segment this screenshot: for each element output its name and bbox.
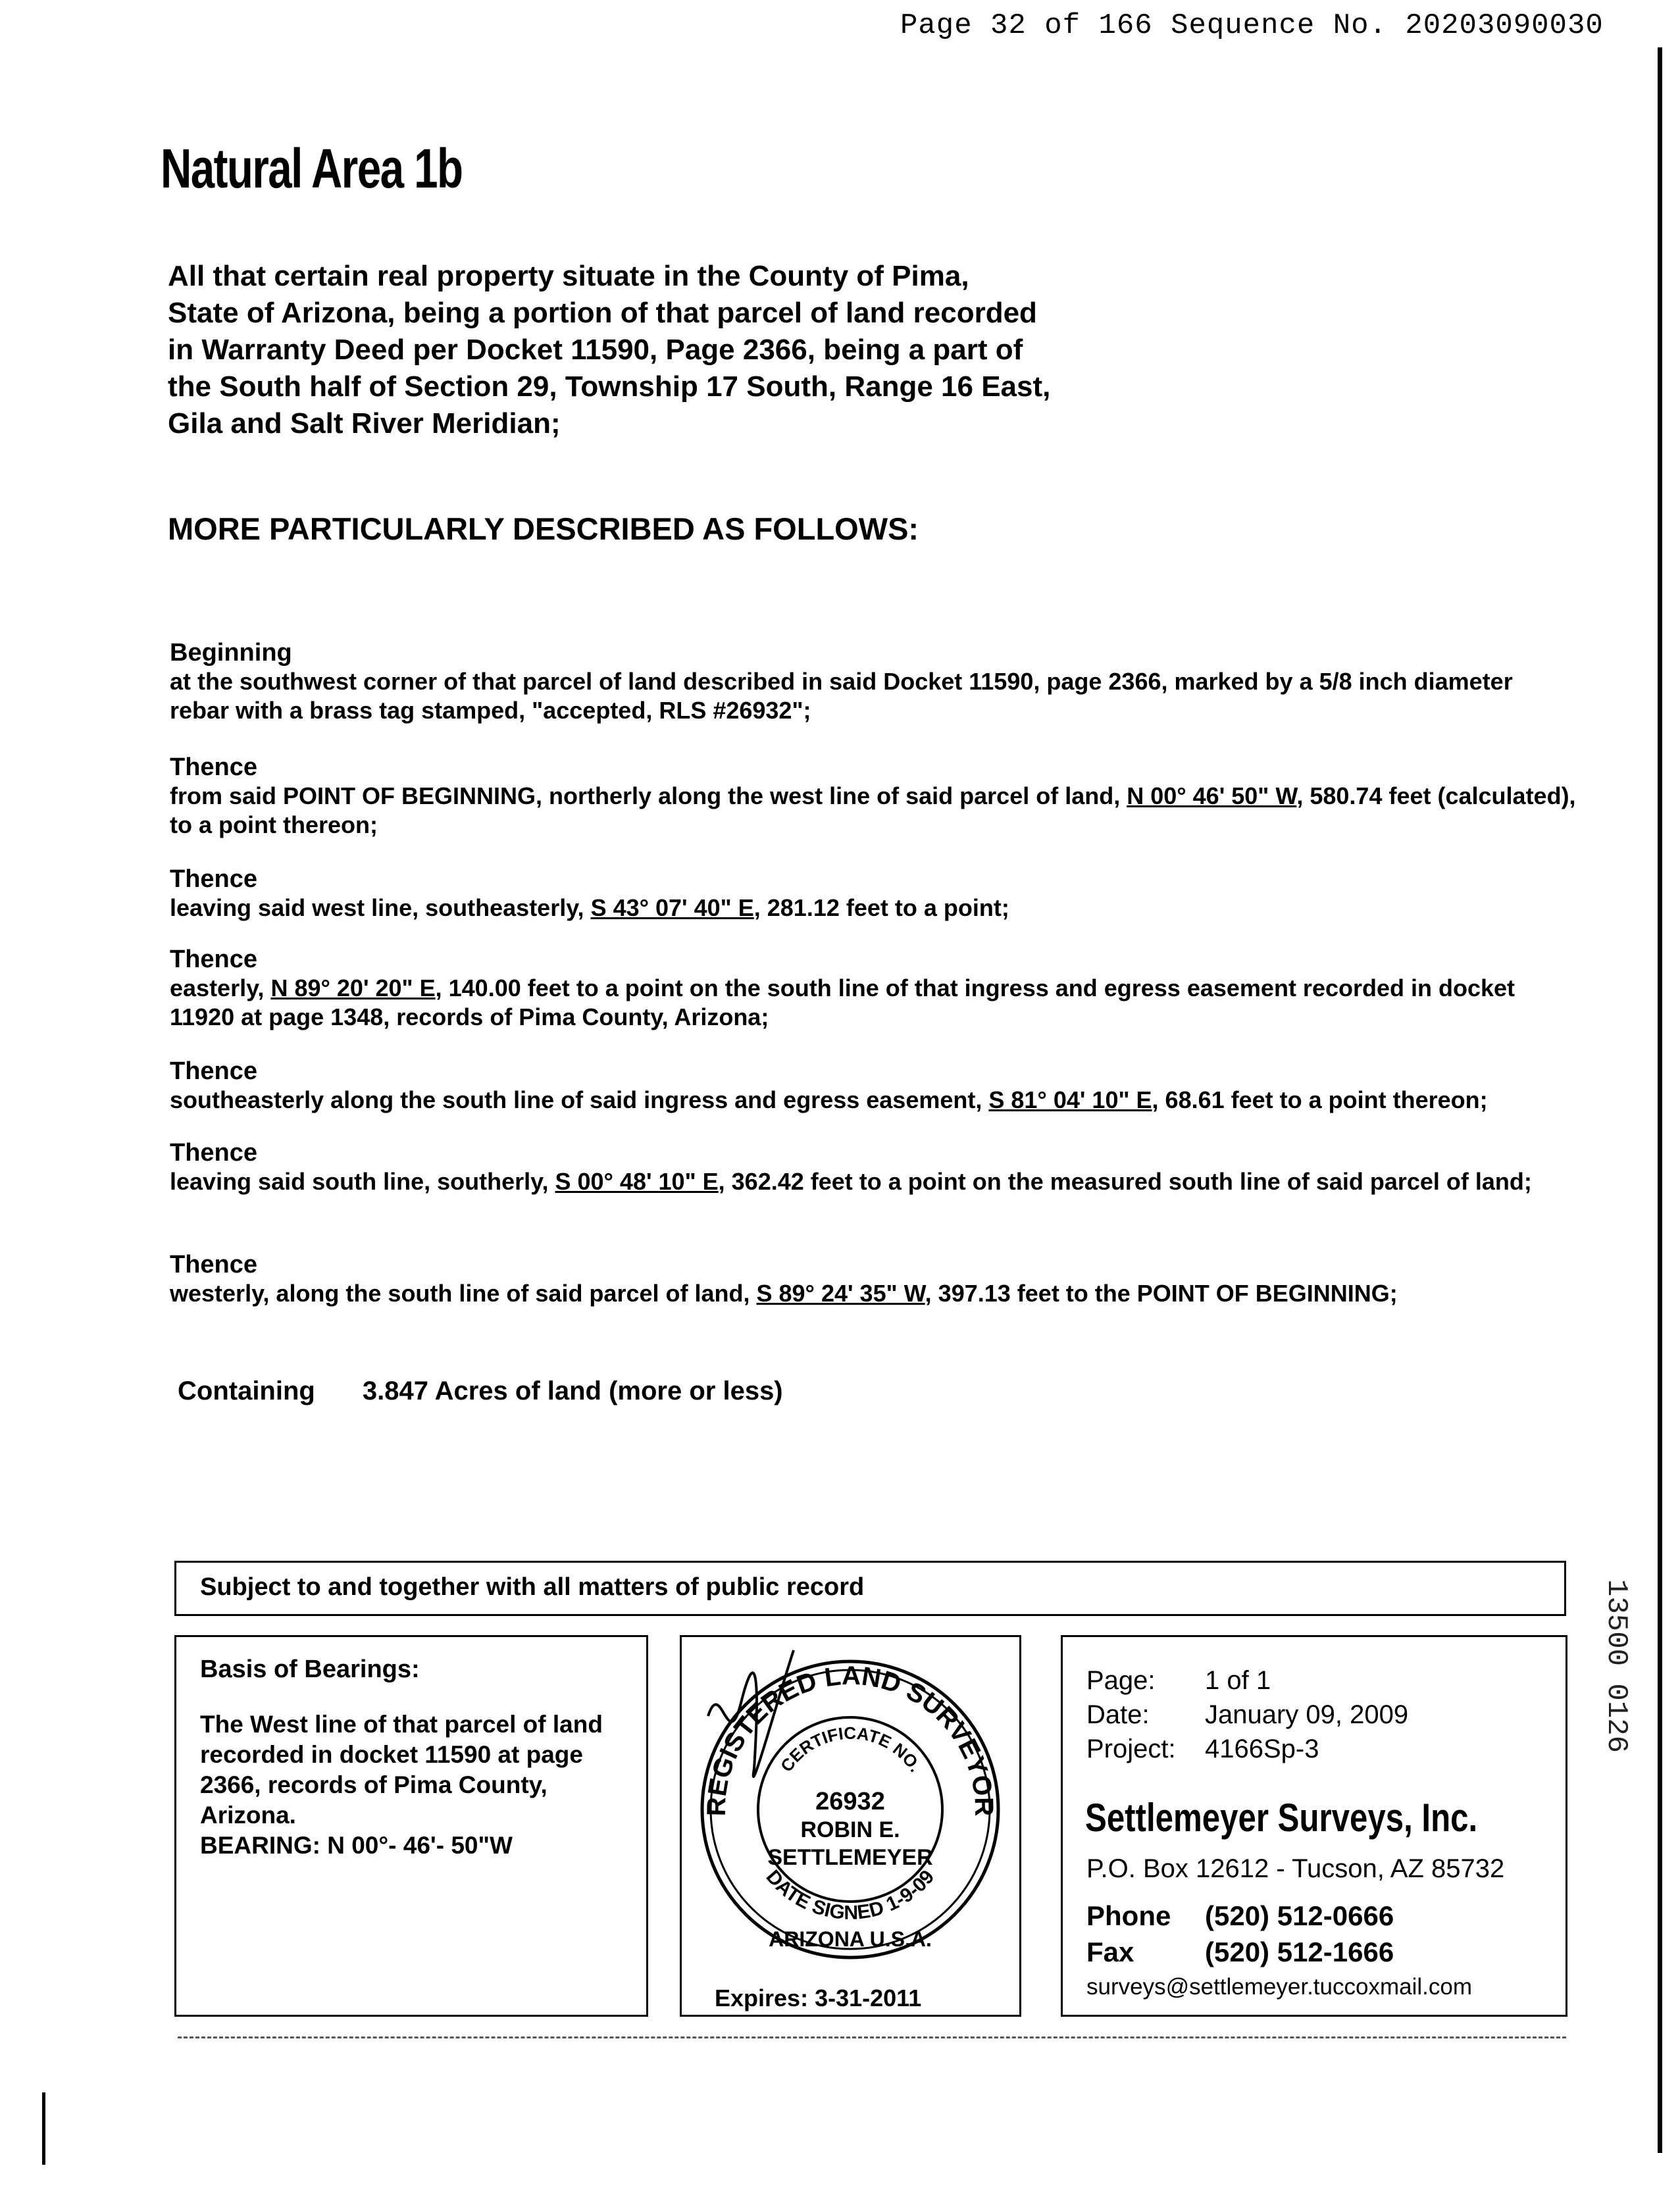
course-keyword: Thence [170, 946, 258, 973]
course-keyword: Beginning [170, 639, 292, 667]
basis-line: recorded in docket 11590 at page [200, 1741, 583, 1768]
info-date-row: Date: January 09, 2009 [1086, 1700, 1409, 1729]
dashed-divider [178, 2036, 1566, 2038]
course-keyword: Thence [170, 1139, 258, 1167]
course-thence-4 [170, 1057, 1578, 1115]
subject-to-box [174, 1561, 1566, 1616]
course-keyword: Thence [170, 753, 258, 781]
seal-outer-text: REGISTERED LAND SURVEYOR [701, 1661, 999, 1817]
course-text: at the southwest corner of that parcel of land described in said Docket 11590, page 2366, marked by a 5/8 inch diameter rebar with a brass tag stamped, "accepted, RLS #26932"; [170, 668, 1513, 724]
scan-edge-line-left [42, 2092, 45, 2165]
intro-line: the South half of Section 29, Township 17 South, Range 16 East, [168, 370, 1051, 403]
bearing: S 00° 48' 10" E [555, 1168, 719, 1195]
bearing: N 00° 46' 50" W [1127, 782, 1297, 809]
intro-paragraph [168, 258, 1221, 442]
seal-number: 26932 [815, 1788, 885, 1815]
bearing: N 89° 20' 20" E [270, 974, 436, 1001]
containing-label: Containing [178, 1377, 315, 1405]
basis-heading: Basis of Bearings: [200, 1656, 420, 1683]
course-text: leaving said south line, southerly, S 00° 48' 10" E, 362.42 feet to a point on the measured south line of said parcel of land; [170, 1168, 1532, 1195]
surveyor-seal [682, 1637, 1019, 1979]
course-keyword: Thence [170, 865, 258, 893]
bearing: S 43° 07' 40" E [590, 894, 754, 921]
seal-name-first: ROBIN E. [800, 1817, 900, 1842]
basis-line: The West line of that parcel of land [200, 1711, 603, 1738]
course-thence-6 [170, 1250, 1578, 1308]
company-phone: Phone (520) 512-0666 [1086, 1900, 1394, 1931]
subject-to-text: Subject to and together with all matters of public record [200, 1573, 865, 1601]
course-text: westerly, along the south line of said parcel of land, S 89° 24' 35" W, 397.13 feet to the POINT OF BEGINNING; [170, 1280, 1398, 1307]
intro-line: All that certain real property situate in the County of Pima, [168, 260, 969, 292]
page-sequence-header: Page 32 of 166 Sequence No. 20203090030 [900, 9, 1604, 42]
survey-info-box [1061, 1635, 1567, 2017]
scan-edge-line [1658, 47, 1662, 2153]
course-keyword: Thence [170, 1057, 258, 1085]
course-text: leaving said west line, southeasterly, S 43° 07' 40" E, 281.12 feet to a point; [170, 894, 1009, 921]
course-text: from said POINT OF BEGINNING, northerly along the west line of said parcel of land, N 00° 46' 50" W, 580.74 feet (calculated), to a point thereon; [170, 782, 1576, 838]
document-title: Natural Area 1b [161, 138, 463, 199]
course-keyword: Thence [170, 1251, 258, 1278]
intro-line: in Warranty Deed per Docket 11590, Page 2366, being a part of [168, 334, 1023, 366]
course-text: easterly, N 89° 20' 20" E, 140.00 feet to a point on the south line of that ingress and egress easement recorded in docket 11920 at page 1348, records of Pima County, Arizona; [170, 974, 1515, 1030]
course-thence-2 [170, 865, 1578, 923]
seal-cert-text: CERTIFICATE NO. [776, 1723, 926, 1776]
seal-name-last: SETTLEMEYER [767, 1845, 933, 1870]
course-thence-1 [170, 753, 1578, 840]
course-thence-5 [170, 1138, 1578, 1196]
basis-of-bearings-box [174, 1635, 648, 2017]
more-particularly-heading: MORE PARTICULARLY DESCRIBED AS FOLLOWS: [168, 511, 919, 546]
course-beginning [170, 638, 1578, 725]
company-fax: Fax (520) 512-1666 [1086, 1936, 1394, 1967]
surveyor-seal-box [680, 1635, 1021, 2017]
course-text: southeasterly along the south line of said ingress and egress easement, S 81° 04' 10" E, 68.61 feet to a point thereon; [170, 1086, 1488, 1113]
basis-line: Arizona. [200, 1802, 296, 1829]
basis-line: BEARING: N 00°- 46'- 50"W [200, 1832, 513, 1859]
seal-bottom-text: DATE SIGNED 1-9-09 [761, 1865, 939, 1924]
company-email: surveys@settlemeyer.tuccoxmail.com [1086, 1974, 1472, 2000]
basis-text [200, 1709, 634, 1861]
bearing: S 89° 24' 35" W [756, 1280, 925, 1307]
containing-value: 3.847 Acres of land (more or less) [362, 1377, 783, 1405]
bearing: S 81° 04' 10" E [988, 1086, 1152, 1113]
containing-line [178, 1377, 783, 1406]
company-address: P.O. Box 12612 - Tucson, AZ 85732 [1086, 1854, 1505, 1883]
seal-state-text: ARIZONA U.S.A. [769, 1927, 932, 1951]
company-name: Settlemeyer Surveys, Inc. [1085, 1796, 1478, 1840]
intro-line: State of Arizona, being a portion of that parcel of land recorded [168, 297, 1037, 329]
info-page-row: Page: 1 of 1 [1086, 1666, 1271, 1695]
course-thence-3 [170, 945, 1578, 1032]
intro-line: Gila and Salt River Meridian; [168, 407, 561, 440]
basis-line: 2366, records of Pima County, [200, 1771, 547, 1798]
seal-expires: Expires: 3-31-2011 [715, 1984, 922, 2011]
info-project-row: Project: 4166Sp-3 [1086, 1734, 1319, 1763]
